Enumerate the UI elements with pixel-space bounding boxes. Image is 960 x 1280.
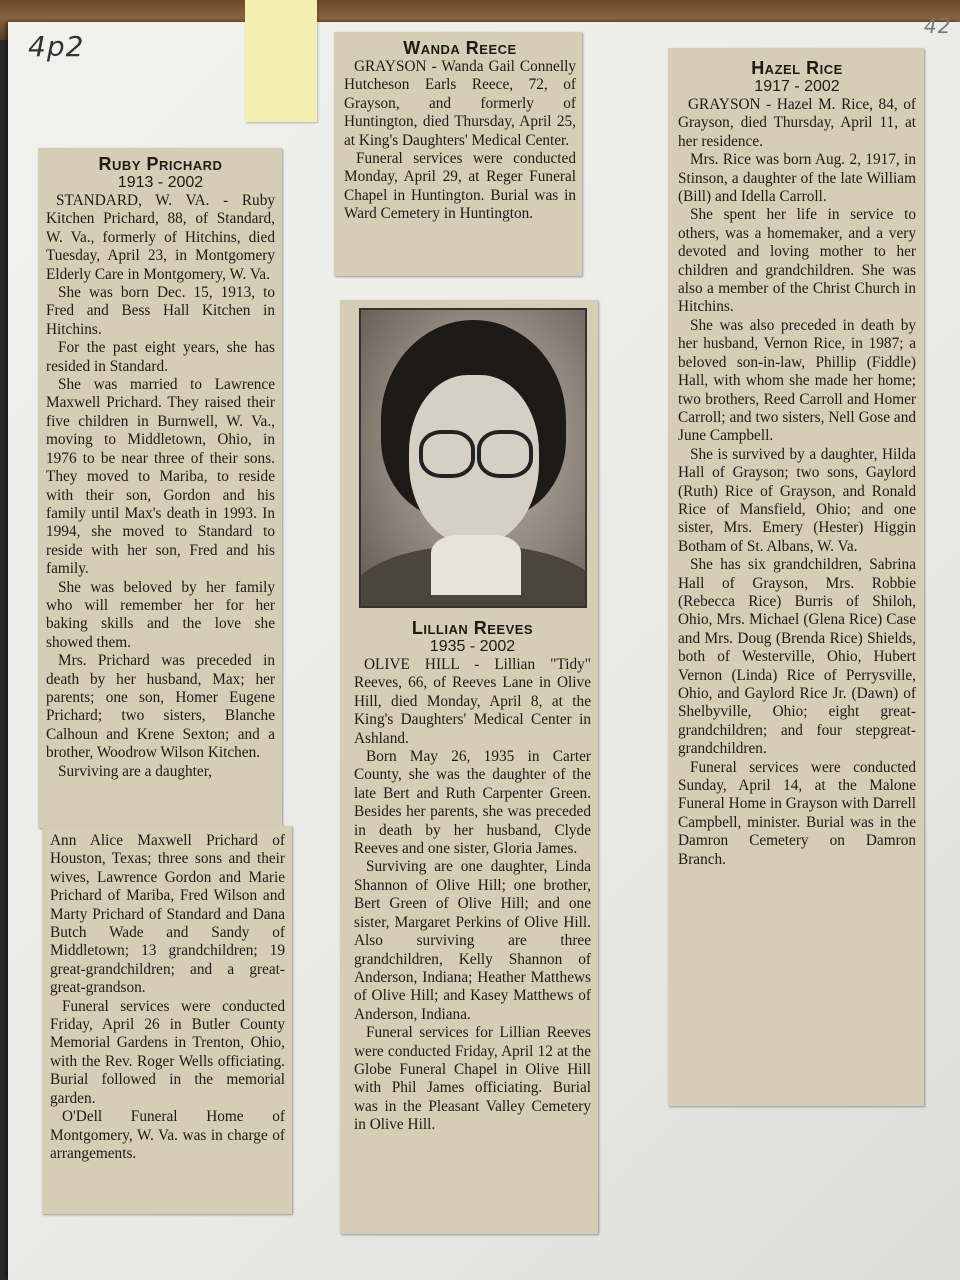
- paragraph: Funeral services were conducted Friday, April 26 in Butler County Memorial Gardens in Trenton, Ohio, with the Rev. Roger Wells officiating. Burial followed in the memorial garden.: [50, 997, 285, 1107]
- obituary-years: 1913 - 2002: [117, 174, 204, 191]
- obituary-name: Wanda Reece: [403, 38, 517, 58]
- paragraph: Funeral services were conducted Sunday, April 14, at the Malone Funeral Home in Grayson with Darrell Campbell, minister. Burial was in the Damron Cemetery on Damron Branch.: [678, 758, 916, 868]
- obituary-wanda-reece: [334, 32, 582, 276]
- paragraph: STANDARD, W. VA. - Ruby Kitchen Prichard, 88, of Standard, W. Va., formerly of Hitchins, died Tuesday, April 23, in Montgomery Elderly Care in Montgomery, W. Va.: [46, 192, 275, 283]
- margin-note-right: 42: [924, 14, 952, 38]
- paragraph: For the past eight years, she has resided in Standard.: [46, 339, 275, 375]
- obituary-ruby-prichard: [38, 148, 282, 828]
- paragraph: Surviving are a daughter,: [58, 762, 213, 780]
- paragraph: GRAYSON - Wanda Gail Connelly Hutcheson Earls Reece, 72, of Grayson, and formerly of Huntington, died Thursday, April 25, at King's Daughters' Medical Center.: [344, 58, 576, 149]
- obituary-hazel-rice: [668, 48, 924, 1106]
- paragraph: Surviving are one daughter, Linda Shannon of Olive Hill; one brother, Bert Green of Olive Hill; and one sister, Margaret Perkins of Olive Hill. Also surviving are three grandchildren, Kelly Shannon of Anderson, Indiana; Heather Matthews of Olive Hill; and Kasey Matthews of Anderson, Indiana.: [354, 858, 591, 1023]
- portrait-photo: [359, 308, 587, 608]
- paragraph: She was married to Lawrence Maxwell Prichard. They raised their five children in Burnwell, W. Va., moving to Middletown, Ohio, in 1976 to be near three of their sons. They moved to Mariba, to reside with their son, Gordon and his family until Max's death in 1993. In 1994, she moved to Standard to reside with her son, Fred and his family.: [46, 376, 275, 578]
- paragraph: O'Dell Funeral Home of Montgomery, W. Va. was in charge of arrangements.: [50, 1108, 285, 1162]
- obituary-years: 1935 - 2002: [429, 638, 516, 655]
- obituary-name: Lillian Reeves: [411, 618, 534, 638]
- obituary-ruby-prichard-continued: [42, 826, 292, 1214]
- paragraph: Funeral services were conducted Monday, April 29, at Reger Funeral Chapel in Huntington. Burial was in Ward Cemetery in Huntington.: [344, 150, 576, 223]
- paragraph: She was born Dec. 15, 1913, to Fred and Bess Hall Kitchen in Hitchins.: [46, 284, 275, 338]
- obituary-years: 1917 - 2002: [754, 78, 840, 95]
- paragraph: She was beloved by her family who will remember her for her baking skills and the love she showed them.: [46, 578, 275, 651]
- paragraph: She spent her life in service to others, was a homemaker, and a very devoted and loving mother to her children and grandchildren. She was also a member of the Christ Church in Hitchins.: [678, 206, 916, 316]
- paragraph: Mrs. Rice was born Aug. 2, 1917, in Stinson, a daughter of the late William (Bill) and Idella Carroll.: [678, 151, 916, 206]
- paragraph: Funeral services for Lillian Reeves were conducted Friday, April 12 at the Globe Funeral Chapel in Olive Hill with Phil James officiating. Burial was in the Pleasant Valley Cemetery in Olive Hill.: [354, 1024, 591, 1134]
- obituary-name: Hazel Rice: [751, 58, 843, 78]
- paragraph: GRAYSON - Hazel M. Rice, 84, of Grayson, died Thursday, April 11, at her residence.: [678, 96, 916, 150]
- paragraph: Born May 26, 1935 in Carter County, she was the daughter of the late Bert and Ruth Carpenter Green. Besides her parents, she was preceded in death by her husband, Clyde Reeves and one sister, Gloria James.: [354, 748, 591, 858]
- paragraph: Mrs. Prichard was preceded in death by her husband, Max; her parents; one son, Homer Eugene Prichard; two sisters, Blanche Calhoun and Krene Sexton; and a brother, Woodrow Wilson Kitchen.: [46, 652, 275, 762]
- paragraph: Ann Alice Maxwell Prichard of Houston, Texas; three sons and their wives, Lawrence Gordon and Marie Prichard of Mariba, Fred Wilson and Marty Prichard of Standard and Dana Butch Wade and Sandy of Middletown; 13 grandchildren; 19 great-grandchildren; and a great-great-grandson.: [50, 832, 285, 997]
- paragraph: She is survived by a daughter, Hilda Hall of Grayson; two sons, Gaylord (Ruth) Rice of Grayson, and Ronald Rice of Mansfield, Ohio; and one sister, Mrs. Emery (Hester) Higgin Botham of St. Albans, W. Va.: [678, 445, 916, 555]
- paragraph: She has six grandchildren, Sabrina Hall of Grayson, Mrs. Robbie (Rebecca Rice) Burris of Shiloh, Ohio, Mrs. Michael (Glena Rice) Case and Mrs. Doug (Brenda Rice) Shields, both of Westerville, Ohio, Hubert Vernon (Linda) Rice of Perrysville, Ohio, and Gaylord Rice Jr. (Dawn) of Shelbyville, Ohio; eight great-grandchildren; and four stepgreat-grandchildren.: [678, 556, 916, 758]
- sticky-note: [245, 0, 317, 122]
- obituary-name: Ruby Prichard: [98, 154, 223, 174]
- paragraph: She was also preceded in death by her husband, Vernon Rice, in 1987; a beloved son-in-law, Phillip (Fiddle) Hall, with whom she made her home; two brothers, Reed Carroll and Homer Carroll; and two sisters, Nell Gose and June Campbell.: [678, 316, 916, 445]
- margin-note-left: 4p2: [28, 30, 85, 63]
- obituary-lillian-reeves: [340, 300, 598, 1234]
- paragraph: OLIVE HILL - Lillian "Tidy" Reeves, 66, of Reeves Lane in Olive Hill, died Monday, April 8, at the King's Daughters' Medical Center in Ashland.: [354, 656, 591, 747]
